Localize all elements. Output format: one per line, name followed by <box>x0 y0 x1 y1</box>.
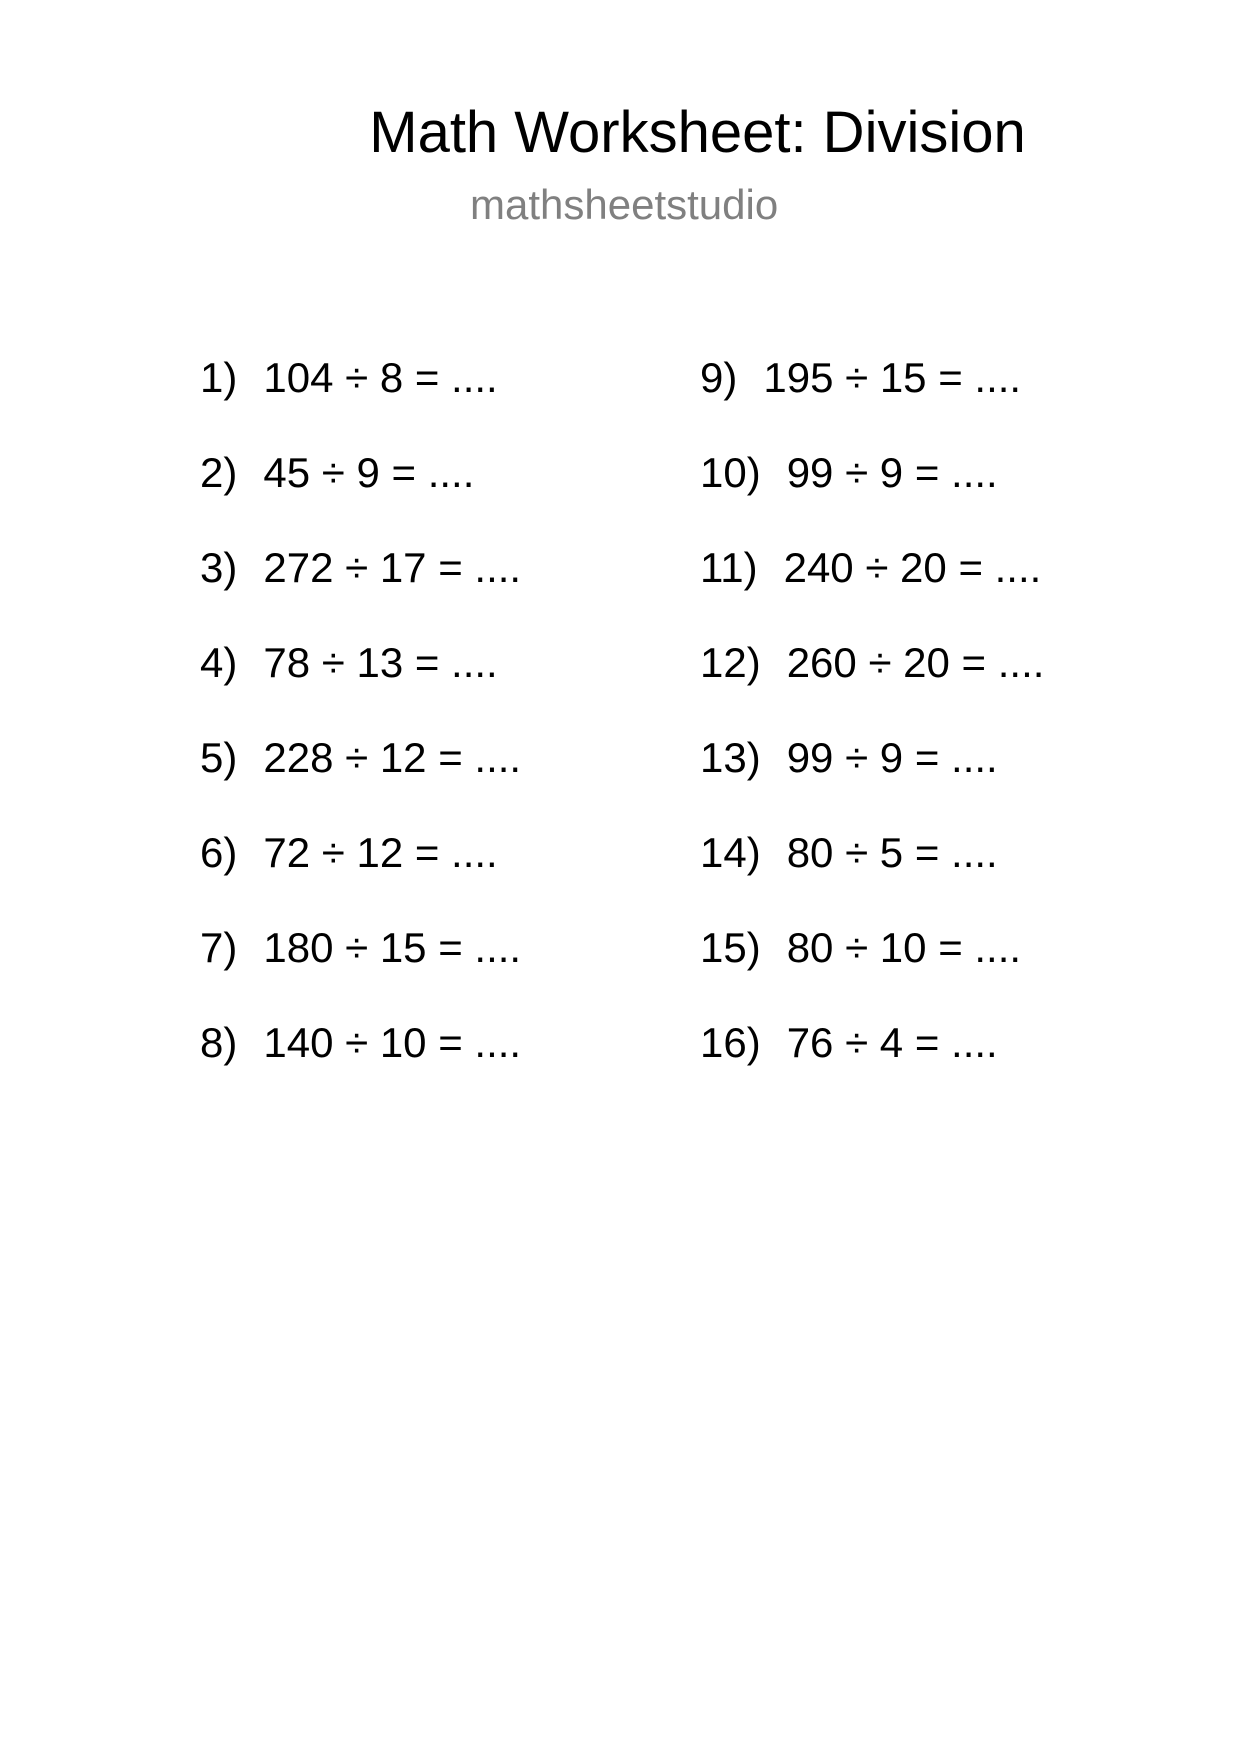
problem-expression: 272 ÷ 17 = .... <box>263 544 522 591</box>
problem-expression: 104 ÷ 8 = .... <box>263 354 498 401</box>
problem-number: 16) <box>700 1019 761 1066</box>
problem-item <box>200 633 521 728</box>
problem-item <box>200 728 521 823</box>
problem-item <box>700 918 1044 1013</box>
problem-expression: 180 ÷ 15 = .... <box>263 924 522 971</box>
problem-expression: 240 ÷ 20 = .... <box>783 544 1042 591</box>
worksheet-subtitle: mathsheetstudio <box>470 181 779 228</box>
problem-expression: 195 ÷ 15 = .... <box>763 354 1022 401</box>
problem-number: 14) <box>700 829 761 876</box>
problem-number: 10) <box>700 449 761 496</box>
problem-item <box>700 633 1044 728</box>
problem-expression: 78 ÷ 13 = .... <box>263 639 498 686</box>
problem-number: 7) <box>200 924 238 971</box>
problem-number: 3) <box>200 544 238 591</box>
problem-item <box>700 823 1044 918</box>
problem-expression: 99 ÷ 9 = .... <box>786 734 998 781</box>
problem-number: 8) <box>200 1019 238 1066</box>
problem-item <box>200 443 521 538</box>
problem-number: 4) <box>200 639 238 686</box>
problem-item <box>200 823 521 918</box>
problem-expression: 76 ÷ 4 = .... <box>786 1019 998 1066</box>
problem-item <box>200 538 521 633</box>
problem-item <box>700 728 1044 823</box>
problems-column-right <box>700 348 1044 1108</box>
problem-number: 13) <box>700 734 761 781</box>
problem-item <box>700 1013 1044 1108</box>
problem-number: 11) <box>700 544 758 591</box>
problem-number: 5) <box>200 734 238 781</box>
problem-number: 12) <box>700 639 761 686</box>
problem-item <box>700 538 1044 633</box>
problem-expression: 80 ÷ 10 = .... <box>786 924 1022 971</box>
problem-number: 9) <box>700 354 738 401</box>
problem-number: 15) <box>700 924 761 971</box>
problem-number: 6) <box>200 829 238 876</box>
problem-number: 2) <box>200 449 238 496</box>
problem-item <box>700 443 1044 538</box>
problem-expression: 99 ÷ 9 = .... <box>786 449 998 496</box>
problem-item <box>200 348 521 443</box>
problem-expression: 260 ÷ 20 = .... <box>786 639 1045 686</box>
problem-number: 1) <box>200 354 238 401</box>
problem-item <box>700 348 1044 443</box>
problem-item <box>200 918 521 1013</box>
problem-expression: 45 ÷ 9 = .... <box>263 449 475 496</box>
problem-expression: 140 ÷ 10 = .... <box>263 1019 522 1066</box>
problem-item <box>200 1013 521 1108</box>
problems-column-left <box>200 348 521 1108</box>
problem-expression: 80 ÷ 5 = .... <box>786 829 998 876</box>
worksheet-title: Math Worksheet: Division <box>369 100 1026 165</box>
problem-expression: 228 ÷ 12 = .... <box>263 734 522 781</box>
problem-expression: 72 ÷ 12 = .... <box>263 829 498 876</box>
